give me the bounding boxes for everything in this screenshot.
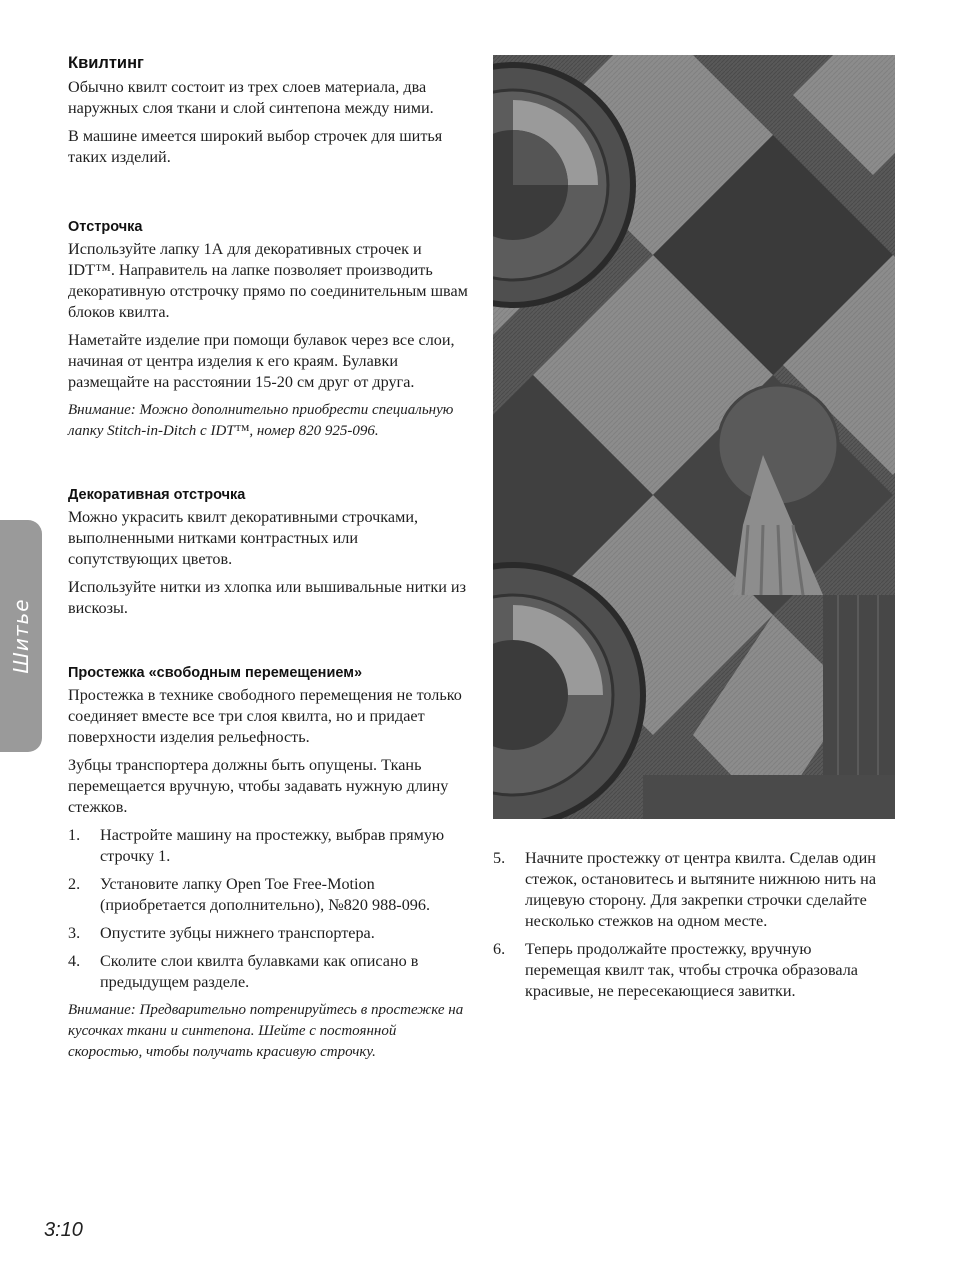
page-number: 3:10: [44, 1219, 83, 1241]
right-column: [493, 848, 883, 1009]
list-item: 1. Настройте машину на простежку, выбрав прямую строчку 1.: [68, 826, 445, 865]
quilting-heading: Квилтинг: [68, 54, 144, 72]
topstitch-paragraph-2: Наметайте изделие при помощи булавок через все слои, начиная от центра изделия к его краям. Булавки размещайте на расстоянии 15-20 см друг от друга.: [68, 331, 455, 391]
freemotion-heading: Простежка «свободным перемещением»: [68, 665, 363, 681]
list-item: 3. Опустите зубцы нижнего транспортера.: [68, 924, 375, 942]
freemotion-steps: [68, 825, 472, 993]
topstitch-paragraph-1: Используйте лапку 1А для декоративных строчек и IDT™. Направитель на лапке позволяет производить декоративную отстрочку прямо по соединительным швам блоков квилта.: [68, 240, 468, 321]
quilting-paragraph-1: Обычно квилт состоит из трех слоев материала, два наружных слоя ткани и слой синтепона между ними.: [68, 78, 434, 117]
list-item: 6. Теперь продолжайте простежку, вручную перемещая квилт так, чтобы строчка образовала красивые, не пересекающиеся завитки.: [493, 940, 858, 1000]
list-item: 4. Сколите слои квилта булавками как описано в предыдущем разделе.: [68, 952, 419, 991]
freemotion-note: Внимание: Предварительно потренируйтесь в простежке на кусочках ткани и синтепона. Шейте с постоянной скоростью, чтобы получать красивую строчку.: [68, 1002, 464, 1060]
decorative-paragraph-2: Используйте нитки из хлопка или вышивальные нитки из вискозы.: [68, 578, 466, 617]
list-item: 2. Установите лапку Open Toe Free-Motion (приобретается дополнительно), №820 988-096.: [68, 875, 431, 914]
topstitch-note: Внимание: Можно дополнительно приобрести специальную лапку Stitch-in-Ditch с IDT™, номер 820 925-096.: [68, 402, 454, 439]
decorative-paragraph-1: Можно украсить квилт декоративными строчками, выполненными нитками контрастных или сопутствующих цветов.: [68, 508, 419, 568]
topstitch-heading: Отстрочка: [68, 219, 143, 235]
left-column: [68, 50, 472, 1070]
list-item: 5. Начните простежку от центра квилта. Сделав один стежок, остановитесь и вытяните нижнюю нить на лицевую сторону. Для закрепки строчки сделайте несколько стежков на одном месте.: [493, 849, 877, 930]
freemotion-steps-continued: [493, 848, 883, 1002]
decorative-heading: Декоративная отстрочка: [68, 487, 246, 503]
quilt-photo: [493, 55, 895, 819]
freemotion-paragraph-1: Простежка в технике свободного перемещения не только соединяет вместе все три слоя квилта, но и придает поверхности изделия рельефность.: [68, 686, 462, 746]
section-tab-label: Шитье: [9, 598, 33, 674]
quilting-paragraph-2: В машине имеется широкий выбор строчек для шитья таких изделий.: [68, 127, 443, 166]
freemotion-paragraph-2: Зубцы транспортера должны быть опущены. Ткань перемещается вручную, чтобы задавать нужную длину стежков.: [68, 756, 449, 816]
